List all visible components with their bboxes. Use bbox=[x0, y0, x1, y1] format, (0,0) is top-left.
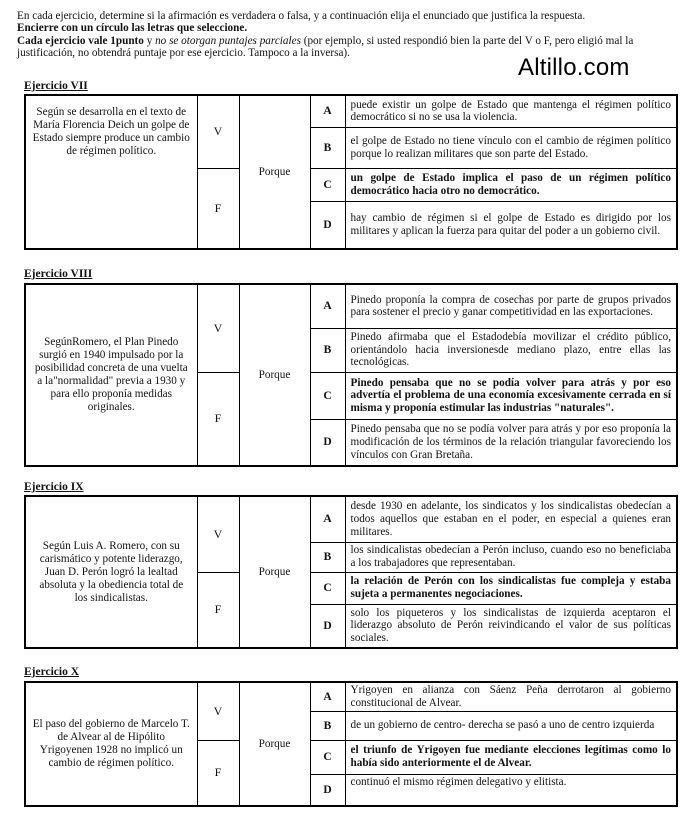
option-letter-d[interactable]: D bbox=[310, 774, 345, 806]
instruction-points: Cada ejercicio vale 1punto bbox=[17, 34, 144, 47]
instructions bbox=[17, 10, 693, 60]
porque-label: Porque bbox=[239, 496, 310, 648]
option-text-d: continuó el mismo régimen delegativo y elitista. bbox=[345, 774, 677, 806]
option-letter-b[interactable]: B bbox=[310, 127, 345, 168]
option-letter-a[interactable]: A bbox=[310, 682, 345, 711]
option-letter-c[interactable]: C bbox=[310, 168, 345, 201]
option-letter-a[interactable]: A bbox=[310, 496, 345, 542]
option-letter-d[interactable]: D bbox=[310, 201, 345, 249]
exercise-title: Ejercicio X bbox=[24, 666, 80, 678]
option-text-c: la relación de Perón con los sindicalistas fue compleja y estaba sujeta a permanentes negociaciones. bbox=[345, 572, 677, 604]
false-option[interactable]: F bbox=[197, 740, 239, 806]
porque-label: Porque bbox=[239, 682, 310, 806]
option-letter-b[interactable]: B bbox=[310, 542, 345, 572]
instruction-no-partial: no se otorgan puntajes parciales bbox=[155, 34, 301, 47]
instruction-conj: y bbox=[143, 34, 156, 47]
porque-label: Porque bbox=[239, 284, 310, 466]
option-text-c: el triunfo de Yrigoyen fue mediante elecciones legítimas como lo había sido anteriormente el de Alvear. bbox=[345, 740, 677, 774]
exercise-statement: El paso del gobierno de Marcelo T. de Alvear al de Hipólito Yrigoyenen 1928 no implicó un cambio de régimen político. bbox=[25, 682, 197, 806]
exercise-title: Ejercicio IX bbox=[24, 481, 84, 493]
option-text-b: los sindicalistas obedecían a Perón incluso, cuando eso no beneficiaba a los trabajadores que representaban. bbox=[345, 542, 677, 572]
exercise-statement: Según se desarrolla en el texto de María Florencia Deich un golpe de Estado siempre produce un cambio de régimen político. bbox=[25, 95, 197, 168]
exercise-table bbox=[24, 283, 678, 467]
option-letter-b[interactable]: B bbox=[310, 711, 345, 740]
option-letter-c[interactable]: C bbox=[310, 572, 345, 604]
option-text-b: Pinedo afirmaba que el Estadodebía movilizar el crédito público, orientándolo hacia inversionesde mediano plazo, entre ellas las tecnológicas. bbox=[345, 328, 677, 372]
option-text-a: Pinedo proponía la compra de cosechas por parte de grupos privados para sostener el precio y ganar competitividad en las exportaciones. bbox=[345, 284, 677, 328]
option-text-a: desde 1930 en adelante, los sindicatos y los sindicalistas obedecían a todos aquellos que estaban en el poder, en especial a quienes eran militares. bbox=[345, 496, 677, 542]
true-option[interactable]: V bbox=[197, 496, 239, 572]
true-option[interactable]: V bbox=[197, 284, 239, 372]
option-text-c: Pinedo pensaba que no se podía volver para atrás y por eso advertía el problema de una economía excesivamente cerrada en sí misma y proponía estimular las industrias "naturales". bbox=[345, 372, 677, 419]
exercise-statement: SegúnRomero, el Plan Pinedo surgió en 1940 impulsado por la posibilidad concreta de una vuelta a la"normalidad" previa a 1930 y para ello proponía medidas originales. bbox=[25, 284, 197, 466]
option-letter-b[interactable]: B bbox=[310, 328, 345, 372]
option-text-a: puede existir un golpe de Estado que mantenga el régimen político democrático si no se usa la violencia. bbox=[345, 95, 677, 127]
exercise-title: Ejercicio VII bbox=[24, 80, 88, 92]
exercise-table bbox=[24, 681, 678, 807]
option-letter-a[interactable]: A bbox=[310, 284, 345, 328]
instruction-line-1: En cada ejercicio, determine si la afirmación es verdadera o falsa, y a continuación elija el enunciado que justifica la respuesta. bbox=[17, 10, 586, 22]
option-letter-d[interactable]: D bbox=[310, 419, 345, 466]
instruction-circle-text: Encierre con un círculo las letras que seleccione. bbox=[17, 22, 248, 35]
false-option[interactable]: F bbox=[197, 572, 239, 648]
option-letter-a[interactable]: A bbox=[310, 95, 345, 127]
option-text-d: Pinedo pensaba que no se podía volver para atrás y por eso proponía la modificación de los términos de la relación triangular favoreciendo los vínculos con Gran Bretaña. bbox=[345, 419, 677, 466]
exercise-table bbox=[24, 495, 678, 649]
option-text-b: el golpe de Estado no tiene vínculo con el cambio de régimen político porque lo realizan militares que son parte del Estado. bbox=[345, 127, 677, 168]
true-option[interactable]: V bbox=[197, 95, 239, 168]
porque-label: Porque bbox=[239, 95, 310, 249]
exercise-title: Ejercicio VIII bbox=[24, 268, 93, 280]
false-option[interactable]: F bbox=[197, 372, 239, 466]
site-logo: Altillo.com bbox=[518, 54, 630, 81]
option-letter-d[interactable]: D bbox=[310, 604, 345, 648]
statement-cell-tail bbox=[25, 168, 197, 249]
exercise-table bbox=[24, 94, 678, 250]
true-option[interactable]: V bbox=[197, 682, 239, 740]
false-option[interactable]: F bbox=[197, 168, 239, 249]
option-text-a: Yrigoyen en alianza con Sáenz Peña derrotaron al gobierno constitucional de Alvear. bbox=[345, 682, 677, 711]
option-text-b: de un gobierno de centro- derecha se pasó a uno de centro izquierda bbox=[345, 711, 677, 740]
option-text-d: hay cambio de régimen si el golpe de Estado es dirigido por los militares y aplican la fuerza para quitar del poder a un gobierno civil. bbox=[345, 201, 677, 249]
instruction-example: (por ejemplo, si usted respondió bien la parte del V o F, pero eligió mal la justificación, no obtendrá puntaje por ese ejercicio. Tampoco a la inversa). bbox=[17, 34, 634, 60]
option-letter-c[interactable]: C bbox=[310, 740, 345, 774]
option-text-c: un golpe de Estado implica el paso de un régimen político democrático hacia otro no democrático. bbox=[345, 168, 677, 201]
option-letter-c[interactable]: C bbox=[310, 372, 345, 419]
exercise-statement: Según Luis A. Romero, con su carismático y potente liderazgo, Juan D. Perón logró la lealtad absoluta y la obediencia total de los sindicalistas. bbox=[25, 496, 197, 648]
instruction-line-2 bbox=[17, 22, 693, 34]
option-text-d: solo los piqueteros y los sindicalistas de izquierda aceptaron el liderazgo absoluto de Perón reivindicando el valor de sus políticas sociales. bbox=[345, 604, 677, 648]
